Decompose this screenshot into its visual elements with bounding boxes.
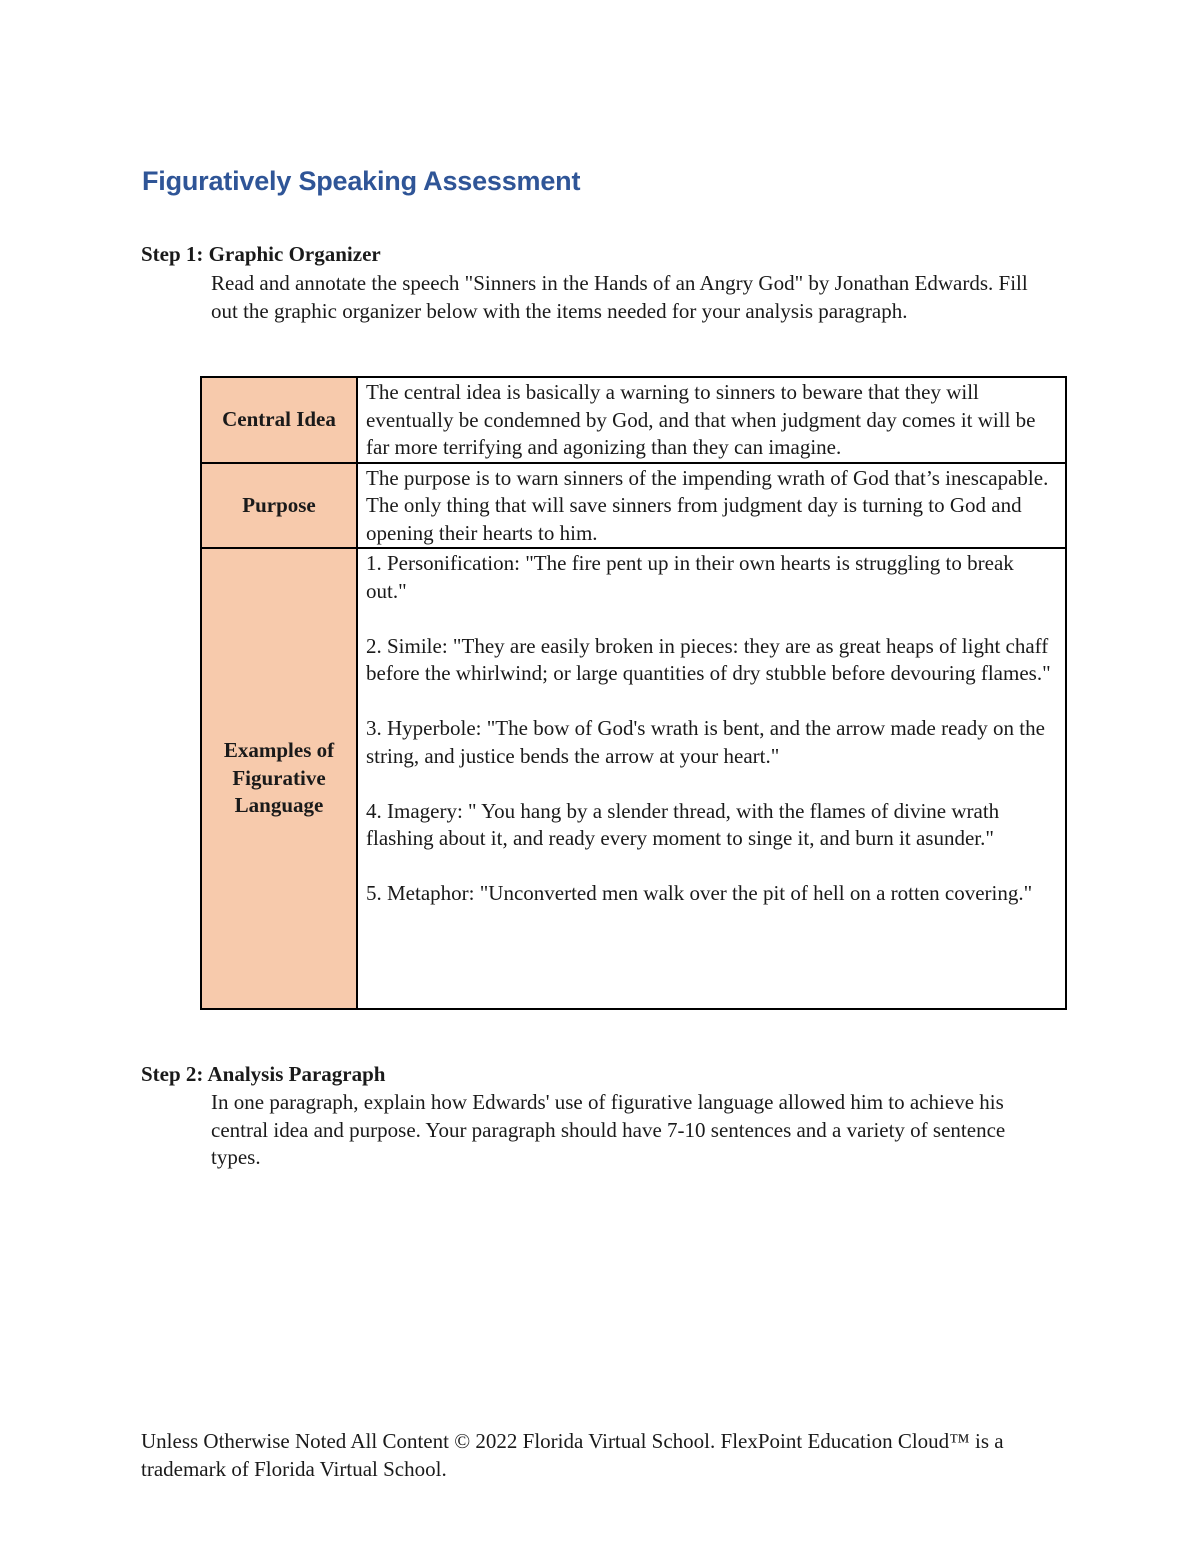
purpose-text: The purpose is to warn sinners of the impending wrath of God that’s inescapable. The only thing that will save sinners from judgment day is turning to God and opening their hearts to him. bbox=[357, 463, 1066, 549]
example-metaphor: 5. Metaphor: "Unconverted men walk over the pit of hell on a rotten covering." bbox=[366, 881, 1033, 905]
graphic-organizer-table bbox=[200, 376, 1067, 1010]
step2-instructions: In one paragraph, explain how Edwards' use of figurative language allowed him to achieve his central idea and purpose. Your paragraph should have 7-10 sentences and a variety of sentence types. bbox=[211, 1090, 1006, 1169]
example-hyperbole: 3. Hyperbole: "The bow of God's wrath is bent, and the arrow made ready on the string, and justice bends the arrow at your heart." bbox=[366, 716, 1045, 768]
central-idea-label: Central Idea bbox=[201, 377, 357, 463]
example-imagery: 4. Imagery: " You hang by a slender thread, with the flames of divine wrath flashing about it, and ready every moment to singe it, and burn it asunder." bbox=[366, 798, 1000, 850]
examples-label: Examples of Figurative Language bbox=[201, 548, 357, 1009]
central-idea-text: The central idea is basically a warning to sinners to beware that they will eventually be condemned by God, and that when judgment day comes it will be far more terrifying and agonizing than they can imagine. bbox=[357, 377, 1066, 463]
step1-instructions: Read and annotate the speech "Sinners in the Hands of an Angry God" by Jonathan Edwards. Fill out the graphic organizer below with the items needed for your analysis paragraph. bbox=[211, 271, 1028, 323]
copyright-footer: Unless Otherwise Noted All Content © 2022 Florida Virtual School. FlexPoint Education Cloud™ is a trademark of Florida Virtual School. bbox=[141, 1429, 1004, 1481]
example-simile: 2. Simile: "They are easily broken in pieces: they are as great heaps of light chaff before the whirlwind; or large quantities of dry stubble before devouring flames." bbox=[366, 633, 1051, 685]
purpose-label: Purpose bbox=[201, 463, 357, 549]
purpose-row bbox=[201, 463, 1066, 549]
page-title: Figuratively Speaking Assessment bbox=[142, 166, 581, 196]
central-idea-row bbox=[201, 377, 1066, 463]
examples-row bbox=[201, 548, 1066, 1009]
example-personification: 1. Personification: "The fire pent up in their own hearts is struggling to break out." bbox=[366, 551, 1014, 603]
step2-heading: Step 2: Analysis Paragraph bbox=[141, 1062, 386, 1086]
step1-heading: Step 1: Graphic Organizer bbox=[141, 242, 381, 266]
examples-list bbox=[357, 548, 1066, 1009]
